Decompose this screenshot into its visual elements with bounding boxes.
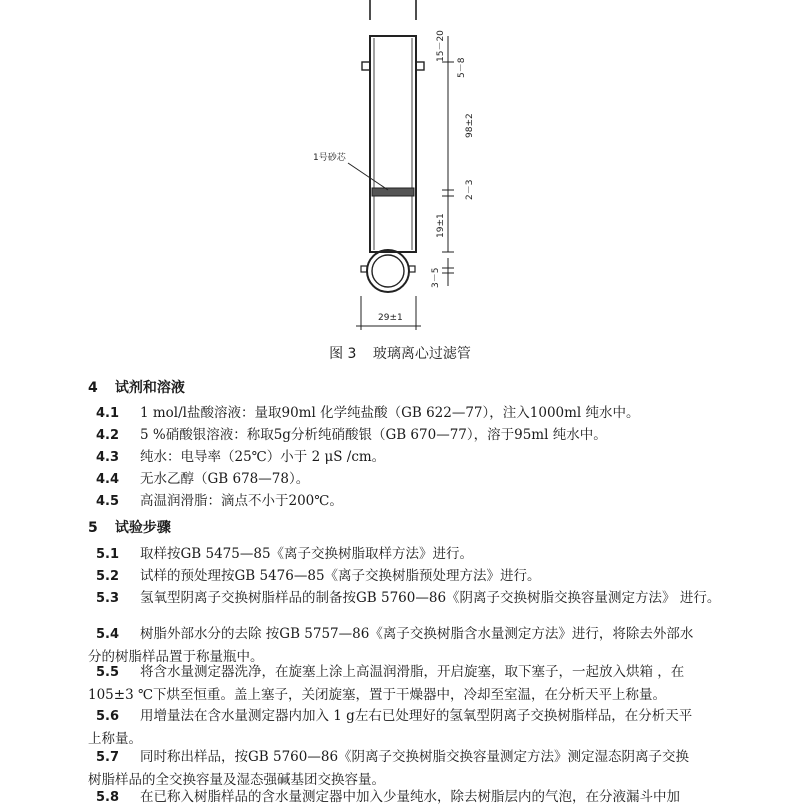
item-text: 试样的预处理按GB 5476—85《离子交换树脂预处理方法》进行。 — [140, 568, 541, 584]
item-text: 将含水量测定器洗净，在旋塞上涂上高温润滑脂，开启旋塞，取下塞子，一起放入烘箱 ，在 — [140, 664, 685, 680]
item-number: 4.3 — [96, 450, 120, 465]
list-item-4-1 — [96, 402, 742, 425]
item-text: 同时称出样品，按GB 5760—86《阴离子交换树脂交换容量测定方法》测定湿态阴离子交换 — [140, 749, 690, 765]
list-item-4-3 — [96, 446, 742, 469]
dim-label-wall: 3－5 — [431, 267, 441, 288]
item-text: 1 mol/l盐酸溶液：量取90ml 化学纯盐酸（GB 622—77），注入1000ml 纯水中。 — [140, 405, 640, 421]
item-continuation: 105±3 ℃下烘至恒重。盖上塞子，关闭旋塞，置于干燥器中，冷却至室温，在分析天平上称量。 — [88, 687, 667, 703]
item-text: 用增量法在含水量测定器内加入 1 g左右已处理好的氢氧型阴离子交换树脂样品，在分析天平 — [140, 708, 693, 724]
rim-lug-left — [362, 62, 370, 70]
dim-label-body: 98±2 — [465, 113, 475, 138]
dim-label-top: 15－20 — [436, 30, 446, 62]
item-number: 5.3 — [96, 591, 120, 606]
item-text: 在已称入树脂样品的含水量测定器中加入少量纯水，除去树脂层内的气泡，在分液漏斗中加 — [140, 789, 680, 805]
item-text: 树脂外部水分的去除 按GB 5757—86《离子交换树脂含水量测定方法》进行，将除去外部水 — [140, 626, 694, 642]
item-number: 5.8 — [96, 790, 120, 805]
item-number: 4.4 — [96, 472, 120, 487]
section-5-heading — [88, 517, 171, 537]
item-continuation: 分的树脂样品置于称量瓶中。 — [88, 649, 264, 665]
frit-disc — [372, 188, 414, 196]
section-4-heading — [88, 377, 185, 397]
item-continuation: 上称量。 — [88, 731, 142, 747]
item-text: 无水乙醇（GB 678—78）。 — [140, 471, 310, 487]
section-5-number: 5 — [88, 520, 98, 536]
dim-label-diameter: 29±1 — [378, 313, 403, 323]
section-4-number: 4 — [88, 380, 98, 396]
figure-caption-text: 玻璃离心过滤管 — [372, 346, 471, 362]
list-item-4-5 — [96, 490, 742, 513]
section-5-title: 试验步骤 — [114, 520, 171, 536]
frit-label: 1号砂芯 — [313, 153, 346, 163]
list-item-5-5 — [88, 661, 742, 707]
dim-label-gap: 2－3 — [465, 179, 475, 200]
list-item-5-6 — [88, 705, 742, 751]
item-text: 纯水：电导率（25℃）小于 2 μS /cm。 — [140, 449, 386, 465]
section-inner — [372, 255, 404, 287]
item-continuation: 树脂样品的全交换容量及湿态强碱基团交换容量。 — [88, 772, 385, 788]
item-number: 5.1 — [96, 547, 120, 562]
item-number: 5.5 — [96, 665, 120, 680]
dim-label-bottom: 19±1 — [436, 213, 446, 238]
list-item-4-2 — [96, 424, 742, 447]
rim-lug-right — [416, 62, 424, 70]
item-text: 取样按GB 5475—85《离子交换树脂取样方法》进行。 — [140, 546, 474, 562]
item-number: 5.2 — [96, 569, 120, 584]
section-outer — [367, 250, 409, 292]
figure-caption-number: 图 3 — [329, 346, 357, 362]
list-item-5-8 — [96, 786, 742, 809]
item-number: 5.6 — [96, 709, 120, 724]
section-4-title: 试剂和溶液 — [114, 380, 185, 396]
list-item-5-1 — [96, 543, 742, 566]
tube-body — [370, 36, 416, 252]
item-text: 氢氧型阴离子交换树脂样品的制备按GB 5760—86《阴离子交换树脂交换容量测定方法》 进行。 — [140, 590, 721, 606]
list-item-5-3 — [96, 587, 742, 610]
figure-caption — [0, 343, 800, 363]
item-text: 高温润滑脂：滴点不小于200℃。 — [140, 493, 343, 509]
item-number: 4.2 — [96, 428, 120, 443]
item-number: 5.7 — [96, 750, 120, 765]
dim-label-rim: 5－8 — [457, 57, 467, 78]
list-item-4-4 — [96, 468, 742, 491]
item-number: 5.4 — [96, 627, 120, 642]
item-number: 4.5 — [96, 494, 120, 509]
item-text: 5 %硝酸银溶液：称取5g分析纯硝酸银（GB 670—77），溶于95ml 纯水中。 — [140, 427, 607, 443]
filter-tube-figure — [0, 0, 800, 340]
item-number: 4.1 — [96, 406, 120, 421]
list-item-5-2 — [96, 565, 742, 588]
frit-leader — [348, 163, 388, 190]
